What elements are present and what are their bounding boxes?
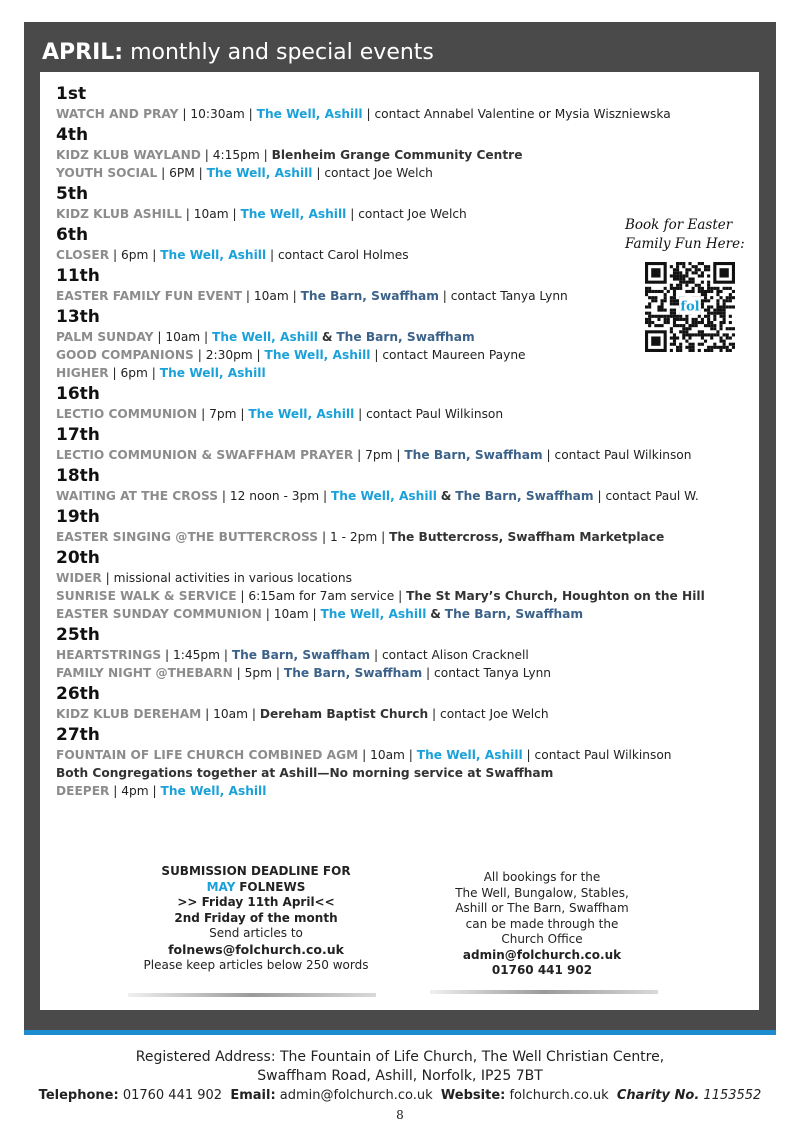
bookings-shadow (430, 990, 658, 994)
submission-shadow (128, 993, 376, 997)
event-name: LECTIO COMMUNION (56, 407, 198, 421)
footer-address1: Registered Address: The Fountain of Life Church, The Well Christian Centre, (135, 1049, 665, 1065)
event-venue: Blenheim Grange Community Centre (271, 148, 523, 162)
bookings-line1: All bookings for the (483, 870, 601, 884)
event-name: CLOSER (56, 248, 110, 262)
event-contact: contact Carol Holmes (277, 248, 409, 262)
venue-well: The Well, Ashill (160, 784, 267, 798)
footer-contacts (0, 1086, 800, 1105)
event-date: 25th (56, 625, 100, 645)
title-text: monthly and special events (130, 40, 434, 65)
event-name: GOOD COMPANIONS (56, 348, 194, 362)
event-time: 10am (193, 207, 229, 221)
event-line: CLOSER | 6pm | The Well, Ashill | contact Carol Holmes (56, 248, 409, 262)
venue-well: The Well, Ashill (212, 330, 318, 344)
qr-caption (625, 216, 747, 254)
bookings-phone: 01760 441 902 (491, 963, 593, 977)
qr-code-icon[interactable] (645, 262, 735, 352)
event-line: SUNRISE WALK & SERVICE | 6:15am for 7am service | The St Mary’s Church, Houghton on the Hill (56, 589, 705, 603)
event-time: 4pm (121, 784, 149, 798)
event-line: FOUNTAIN OF LIFE CHURCH COMBINED AGM | 10am | The Well, Ashill | contact Paul Wilkinson (56, 748, 672, 762)
footer-tel-label: Telephone: (38, 1088, 119, 1103)
event-line: WATCH AND PRAY | 10:30am | The Well, Ashill | contact Annabel Valentine or Mysia Wiszniewska (56, 107, 671, 121)
event-name: KIDZ KLUB ASHILL (56, 207, 182, 221)
events-list (56, 82, 756, 800)
venue-amp: & (430, 607, 441, 621)
footer-tel: 01760 441 902 (122, 1088, 223, 1103)
venue-well: The Well, Ashill (320, 607, 427, 621)
event-contact: contact Paul Wilkinson (554, 448, 692, 462)
event-desc: missional activities in various locations (113, 571, 352, 585)
event-time: 12 noon - 3pm (229, 489, 320, 503)
event-name: HIGHER (56, 366, 109, 380)
event-line: EASTER FAMILY FUN EVENT | 10am | The Barn, Swaffham | contact Tanya Lynn (56, 289, 568, 303)
month-label: APRIL: (42, 40, 124, 65)
event-date: 5th (56, 184, 89, 204)
venue-well: The Well, Ashill (159, 366, 266, 380)
event-line: EASTER SINGING @THE BUTTERCROSS | 1 - 2pm | The Buttercross, Swaffham Marketplace (56, 530, 665, 544)
event-time: 1:45pm (172, 648, 220, 662)
venue-amp: & (321, 330, 333, 344)
event-name: WIDER (56, 571, 102, 585)
event-line: GOOD COMPANIONS | 2:30pm | The Well, Ashill | contact Maureen Payne (56, 348, 526, 362)
submission-email[interactable]: folnews@folchurch.co.uk (168, 941, 344, 957)
bookings-line4: can be made through the (465, 916, 619, 931)
event-contact: contact Paul Wilkinson (534, 748, 672, 762)
footer-web-label: Website: (440, 1088, 506, 1103)
event-line: KIDZ KLUB WAYLAND | 4:15pm | Blenheim Grange Community Centre (56, 148, 523, 162)
event-contact: contact Maureen Payne (382, 348, 526, 362)
event-date: 17th (56, 425, 100, 445)
footer-address2: Swaffham Road, Ashill, Norfolk, IP25 7BT (257, 1068, 543, 1084)
page-title (42, 40, 434, 65)
event-time: 10:30am (190, 107, 245, 121)
fol-logo-text: fol (680, 299, 700, 315)
event-line: YOUTH SOCIAL | 6PM | The Well, Ashill | contact Joe Welch (56, 166, 433, 180)
venue-well: The Well, Ashill (160, 248, 267, 262)
event-time: 10am (213, 707, 249, 721)
event-contact: contact Paul Wilkinson (366, 407, 504, 421)
event-date: 6th (56, 225, 89, 245)
event-line: KIDZ KLUB ASHILL | 10am | The Well, Ashill | contact Joe Welch (56, 207, 467, 221)
event-time: 6PM (169, 166, 195, 180)
event-contact: contact Paul W. (605, 489, 699, 503)
footer (0, 1048, 800, 1105)
venue-barn: The Barn, Swaffham (300, 289, 439, 303)
event-time: 10am (273, 607, 309, 621)
event-line: EASTER SUNDAY COMMUNION | 10am | The Well, Ashill & The Barn, Swaffham (56, 607, 584, 621)
event-line: WIDER | missional activities in various locations (56, 571, 352, 585)
event-name: EASTER SUNDAY COMMUNION (56, 607, 262, 621)
bookings-line3: Ashill or The Barn, Swaffham (455, 901, 629, 915)
event-time: 2:30pm (205, 348, 253, 362)
event-date: 20th (56, 548, 100, 568)
venue-barn: The Barn, Swaffham (231, 648, 371, 662)
event-line: FAMILY NIGHT @THEBARN | 5pm | The Barn, Swaffham | contact Tanya Lynn (56, 666, 552, 680)
event-name: HEARTSTRINGS (56, 648, 162, 662)
venue-well: The Well, Ashill (206, 166, 313, 180)
event-line: HIGHER | 6pm | The Well, Ashill (56, 366, 266, 380)
venue-amp: & (440, 489, 452, 503)
event-time: 6pm (120, 366, 148, 380)
bookings-box (412, 870, 672, 979)
event-date: 19th (56, 507, 100, 527)
event-name: EASTER FAMILY FUN EVENT (56, 289, 243, 303)
bookings-line2: The Well, Bungalow, Stables, (455, 885, 629, 900)
submission-box (126, 864, 386, 974)
bookings-line5: Church Office (501, 932, 583, 946)
event-contact: contact Joe Welch (324, 166, 433, 180)
submission-heading: SUBMISSION DEADLINE FOR (161, 864, 351, 878)
event-name: FAMILY NIGHT @THEBARN (56, 666, 233, 680)
event-time: 7pm (209, 407, 237, 421)
event-time: 10am (370, 748, 405, 762)
event-date: 18th (56, 466, 100, 486)
event-date: 13th (56, 307, 100, 327)
event-contact: contact Tanya Lynn (450, 289, 568, 303)
venue-well: The Well, Ashill (248, 407, 355, 421)
event-date: 26th (56, 684, 100, 704)
event-name: KIDZ KLUB WAYLAND (56, 148, 201, 162)
venue-barn: The Barn, Swaffham (283, 666, 423, 680)
event-name: FOUNTAIN OF LIFE CHURCH COMBINED AGM (56, 748, 359, 762)
event-time: 10am (165, 330, 201, 344)
event-venue: Dereham Baptist Church (259, 707, 429, 721)
event-line: LECTIO COMMUNION & SWAFFHAM PRAYER | 7pm | The Barn, Swaffham | contact Paul Wilkinson (56, 448, 692, 462)
event-time: 5pm (244, 666, 273, 680)
event-line: WAITING AT THE CROSS | 12 noon - 3pm | The Well, Ashill & The Barn, Swaffham | contact Paul W. (56, 489, 699, 503)
venue-barn: The Barn, Swaffham (404, 448, 543, 462)
event-name: PALM SUNDAY (56, 330, 154, 344)
event-name: DEEPER (56, 784, 110, 798)
event-date: 27th (56, 725, 100, 745)
event-contact: contact Alison Cracknell (381, 648, 529, 662)
event-contact: contact Annabel Valentine or Mysia Wiszniewska (374, 107, 671, 121)
submission-note: Please keep articles below 250 words (143, 958, 369, 972)
event-contact: contact Tanya Lynn (434, 666, 552, 680)
event-date: 16th (56, 384, 100, 404)
event-name: SUNRISE WALK & SERVICE (56, 589, 237, 603)
event-contact: contact Joe Welch (358, 207, 467, 221)
submission-name: FOLNEWS (239, 879, 306, 894)
event-time: 4:15pm (212, 148, 260, 162)
footer-charity-label: Charity No. (616, 1088, 700, 1103)
event-line: HEARTSTRINGS | 1:45pm | The Barn, Swaffham | contact Alison Cracknell (56, 648, 529, 662)
page-number: 8 (396, 1108, 404, 1122)
footer-charity: 1153552 (703, 1088, 762, 1103)
submission-send: Send articles to (209, 926, 303, 940)
venue-barn: The Barn, Swaffham (455, 489, 594, 503)
event-venue: The St Mary’s Church, Houghton on the Hill (406, 589, 705, 603)
event-line: PALM SUNDAY | 10am | The Well, Ashill & The Barn, Swaffham (56, 330, 475, 344)
events-panel (40, 72, 759, 1010)
venue-barn: The Barn, Swaffham (444, 607, 584, 621)
event-name: KIDZ KLUB DEREHAM (56, 707, 202, 721)
venue-well: The Well, Ashill (240, 207, 347, 221)
event-contact: contact Joe Welch (440, 707, 549, 721)
event-time: 6:15am for 7am service (248, 589, 395, 603)
event-date: 4th (56, 125, 89, 145)
event-line: DEEPER | 4pm | The Well, Ashill (56, 784, 267, 798)
event-venue: The Buttercross, Swaffham Marketplace (389, 530, 665, 544)
event-line: LECTIO COMMUNION | 7pm | The Well, Ashill | contact Paul Wilkinson (56, 407, 504, 421)
footer-email-label: Email: (230, 1088, 276, 1103)
frame-accent-rule (24, 1030, 776, 1035)
event-line (56, 764, 756, 782)
submission-deadline: >> Friday 11th April<< (177, 895, 335, 909)
event-time: 6pm (120, 248, 149, 262)
venue-well: The Well, Ashill (264, 348, 371, 362)
venue-well: The Well, Ashill (416, 748, 523, 762)
footer-email[interactable]: admin@folchurch.co.uk (279, 1088, 433, 1103)
event-name: YOUTH SOCIAL (56, 166, 158, 180)
submission-rule: 2nd Friday of the month (174, 910, 338, 925)
event-time: 10am (253, 289, 289, 303)
bookings-email[interactable]: admin@folchurch.co.uk (462, 947, 622, 962)
event-date: 1st (56, 84, 87, 104)
submission-month: MAY (206, 879, 236, 894)
qr-caption-line2: Family Fun Here: (625, 236, 745, 252)
event-time: 7pm (365, 448, 393, 462)
event-name: WATCH AND PRAY (56, 107, 179, 121)
event-note: Both Congregations together at Ashill—No morning service at Swaffham (56, 766, 554, 780)
event-name: EASTER SINGING @THE BUTTERCROSS (56, 530, 319, 544)
event-date: 11th (56, 266, 100, 286)
footer-web[interactable]: folchurch.co.uk (509, 1088, 609, 1103)
venue-barn: The Barn, Swaffham (336, 330, 475, 344)
venue-well: The Well, Ashill (330, 489, 437, 503)
qr-booking (625, 216, 747, 356)
event-name: LECTIO COMMUNION & SWAFFHAM PRAYER (56, 448, 354, 462)
venue-well: The Well, Ashill (256, 107, 363, 121)
event-time: 1 - 2pm (329, 530, 378, 544)
event-name: WAITING AT THE CROSS (56, 489, 218, 503)
qr-caption-line1: Book for Easter (625, 217, 733, 233)
event-line: KIDZ KLUB DEREHAM | 10am | Dereham Baptist Church | contact Joe Welch (56, 707, 549, 721)
